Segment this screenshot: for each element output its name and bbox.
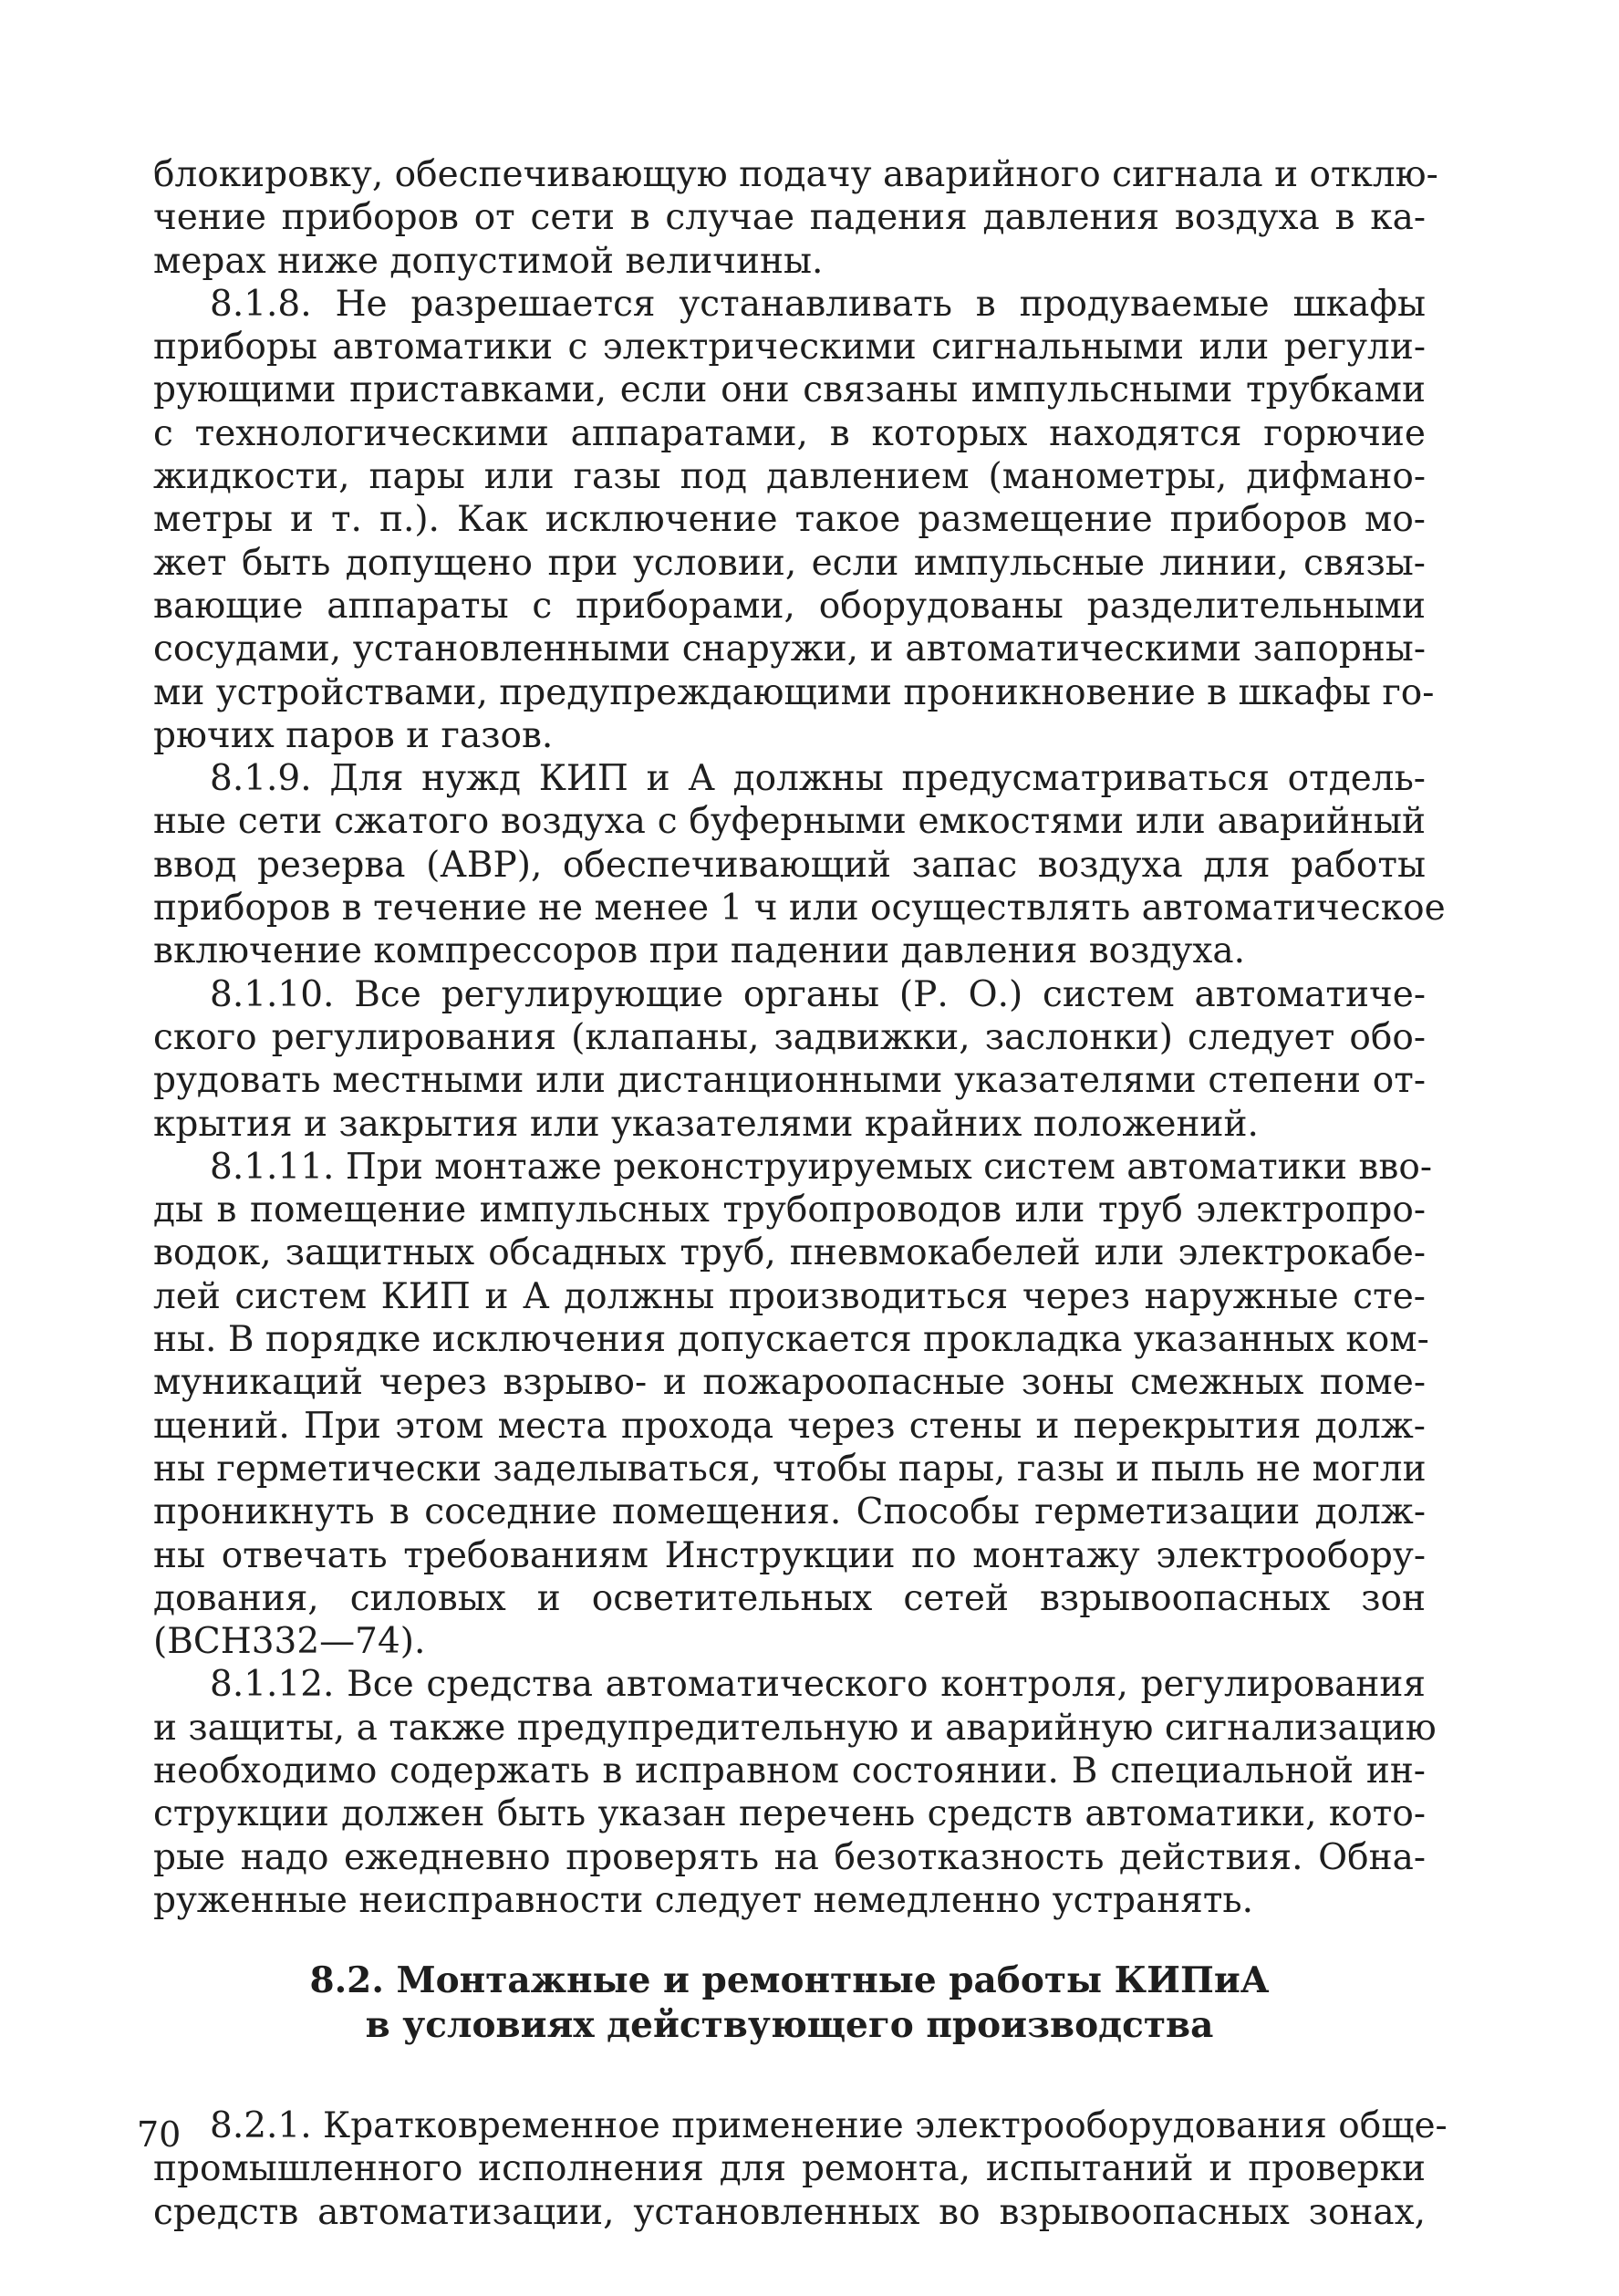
paragraph-8-1-12 [153,1663,1437,1922]
text-line: блокировку, обеспечивающую подачу аварийного сигнала и отклю- [153,154,1438,195]
text-line: приборов в течение не менее 1 ч или осуществлять автоматическое [153,888,1446,930]
paragraph-8-1-9 [153,757,1446,972]
text-line: ды в помещение импульсных трубопроводов или труб электропро- [153,1190,1426,1231]
text-line: 8.2.1. Кратковременное применение электрооборудования обще- [210,2105,1448,2147]
paragraph-8-1-8 [153,283,1435,757]
text-line: вающие аппараты с приборами, оборудованы разделительными [153,585,1426,627]
text-line: жидкости, пары или газы под давлением (манометры, дифмано- [153,456,1426,498]
text-line: рудовать местными или дистанционными указателями степени от- [153,1060,1426,1102]
page-number: 70 [137,2114,182,2155]
section-heading-line: в условиях действующего производства [365,2004,1214,2047]
paragraph-8-1-10 [153,973,1426,1146]
text-line: 8.1.11. При монтаже реконструируемых систем автоматики вво- [210,1146,1432,1188]
text-line: крытия и закрытия или указателями крайних положений. [153,1103,1259,1145]
text-line: и защиты, а также предупредительную и аварийную сигнализацию [153,1707,1437,1749]
text-line: рючих паров и газов. [153,714,554,756]
text-line: ми устройствами, предупреждающими проникновение в шкафы го- [153,671,1435,713]
text-line: руженные неисправности следует немедленно устранять. [153,1879,1254,1921]
text-line: сосудами, установленными снаружи, и автоматическими запорны- [153,629,1426,670]
text-line: ввод резерва (АВР), обеспечивающий запас воздуха для работы [153,844,1426,886]
paragraph-intro [153,153,1438,283]
text-line: щений. При этом места прохода через стены и перекрытия долж- [153,1405,1426,1447]
text-line: промышленного исполнения для ремонта, испытаний и проверки [153,2148,1426,2190]
text-line: струкции должен быть указан перечень средств автоматики, кото- [153,1793,1426,1835]
text-line: чение приборов от сети в случае падения давления воздуха в ка- [153,197,1426,239]
text-line: ны герметически заделываться, чтобы пары, газы и пыль не могли [153,1448,1427,1490]
spacer [153,1922,1426,1958]
text-line: средств автоматизации, установленных во взрывоопасных зонах, [153,2191,1426,2233]
text-line: муникаций через взрыво- и пожароопасные зоны смежных поме- [153,1362,1426,1404]
text-line: рующими приставками, если они связаны импульсными трубками [153,369,1426,411]
text-line: (ВСН332—74). [153,1621,426,1663]
text-line: ского регулирования (клапаны, задвижки, заслонки) следует обо- [153,1016,1426,1058]
text-line: метры и т. п.). Как исключение такое размещение приборов мо- [153,499,1426,541]
text-line: мерах ниже допустимой величины. [153,240,824,282]
text-line: дования, силовых и осветительных сетей взрывоопасных зон [153,1577,1426,1619]
text-line: лей систем КИП и А должны производиться через наружные сте- [153,1275,1426,1317]
section-heading [153,1958,1426,2048]
text-line: ны. В порядке исключения допускается прокладка указанных ком- [153,1319,1429,1361]
text-column [153,153,1448,2234]
text-line: 8.1.9. Для нужд КИП и А должны предусматриваться отдель- [210,758,1426,800]
spacer [153,2048,1426,2104]
text-line: 8.1.10. Все регулирующие органы (Р. О.) систем автоматиче- [210,973,1426,1015]
text-line: с технологическими аппаратами, в которых находятся горючие [153,412,1426,454]
text-line: ны отвечать требованиям Инструкции по монтажу электрообору- [153,1534,1426,1576]
text-line: необходимо содержать в исправном состоянии. В специальной ин- [153,1750,1426,1792]
text-line: жет быть допущено при условии, если импульсные линии, связы- [153,542,1426,584]
text-line: 8.1.8. Не разрешается устанавливать в продуваемые шкафы [210,283,1426,325]
text-line: водок, защитных обсадных труб, пневмокабелей или электрокабе- [153,1232,1426,1274]
paragraph-8-2-1 [153,2104,1448,2234]
text-line: 8.1.12. Все средства автоматического контроля, регулирования [210,1664,1426,1706]
text-line: проникнуть в соседние помещения. Способы герметизации долж- [153,1491,1426,1533]
text-line: приборы автоматики с электрическими сигнальными или регули- [153,327,1426,369]
section-heading-line: 8.2. Монтажные и ремонтные работы КИПиА [309,1959,1270,2002]
text-line: рые надо ежедневно проверять на безотказность действия. Обна- [153,1836,1426,1878]
text-line: включение компрессоров при падении давления воздуха. [153,930,1246,972]
paragraph-8-1-11 [153,1146,1432,1664]
text-line: ные сети сжатого воздуха с буферными емкостями или аварийный [153,801,1426,843]
